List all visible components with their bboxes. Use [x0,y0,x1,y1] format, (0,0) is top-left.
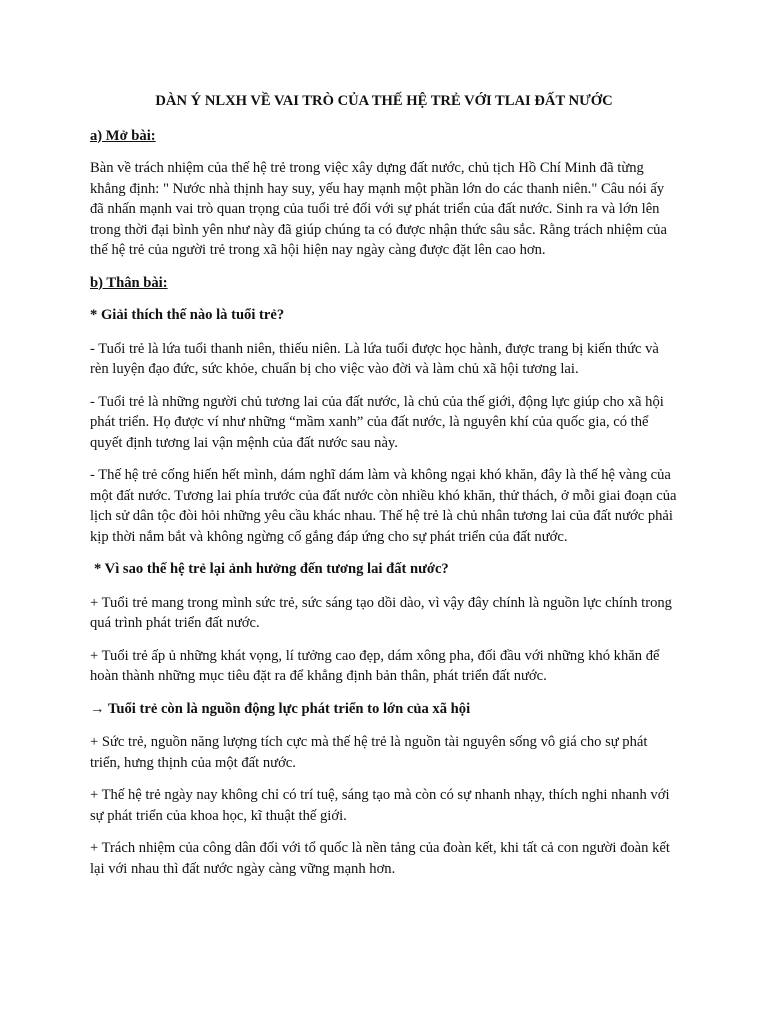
definition-item: - Tuổi trẻ là những người chủ tương lai của đất nước, là chủ của thế giới, động lực giúp cho xã hội phát triển. Họ được ví như những “mầm xanh” của đất nước, là nguyên khí của quốc gia, có thể quyết định tương lai vận mệnh của đất nước sau này. [90,393,664,451]
intro-paragraph: Bàn về trách nhiệm của thế hệ trẻ trong việc xây dựng đất nước, chủ tịch Hồ Chí Minh đã từng khẳng định: " Nước nhà thịnh hay suy, yếu hay mạnh một phần lớn do các thanh niên." Câu nói ấy đã nhấn mạnh vai trò quan trọng của tuổi trẻ đối với sự phát triển của đất nước. Sinh ra và lớn lên trong thời đại bình yên như này đã giúp chúng ta có được nhận thức sâu sắc. Rằng trách nhiệm của thế hệ trẻ của người trẻ trong xã hội hiện nay ngày càng được đặt lên cao hơn. [90,160,667,258]
reason-item: + Tuổi trẻ mang trong mình sức trẻ, sức sáng tạo dồi dào, vì vậy đây chính là nguồn lực chính trong quá trình phát triển đất nước. [90,594,672,631]
definition-item: - Tuổi trẻ là lứa tuổi thanh niên, thiếu niên. Là lứa tuổi được học hành, được trang bị kiến thức và rèn luyện đạo đức, sức khỏe, chuẩn bị cho việc vào đời và làm chủ xã hội tương lai. [90,340,659,377]
reason-item: + Tuổi trẻ ấp ủ những khát vọng, lí tưởng cao đẹp, dám xông pha, đối đầu với những khó khăn để hoàn thành những mục tiêu đặt ra để khẳng định bản thân, phát triển đất nước. [90,647,660,684]
motivation-item: + Trách nhiệm của công dân đối với tổ quốc là nền tảng của đoàn kết, khi tất cả con người đoàn kết lại với nhau thì đất nước ngày càng vững mạnh hơn. [90,840,670,877]
motivation-item: + Thế hệ trẻ ngày nay không chỉ có trí tuệ, sáng tạo mà còn có sự nhanh nhạy, thích nghi nhanh với sự phát triển của khoa học, kĩ thuật thế giới. [90,787,670,824]
subheading-reasons: * Vì sao thế hệ trẻ lại ảnh hưởng đến tương lai đất nước? [94,561,449,577]
document-page [90,91,678,891]
motivation-item: + Sức trẻ, nguồn năng lượng tích cực mà thế hệ trẻ là nguồn tài nguyên sống vô giá cho sự phát triển, hưng thịnh của một đất nước. [90,734,648,771]
document-title: DÀN Ý NLXH VỀ VAI TRÒ CỦA THẾ HỆ TRẺ VỚI TLAI ĐẤT NƯỚC [155,93,613,109]
subheading-definition: * Giải thích thế nào là tuổi trẻ? [90,307,285,323]
section-b-heading: b) Thân bài: [90,274,168,291]
subheading-motivation: → Tuổi trẻ còn là nguồn động lực phát triển to lớn của xã hội [90,700,471,717]
definition-item: - Thế hệ trẻ cống hiến hết mình, dám nghĩ dám làm và không ngại khó khăn, đây là thế hệ vàng của một đất nước. Tương lai phía trước của đất nước còn nhiều khó khăn, thử thách, ở mỗi giai đoạn của lịch sử dân tộc đòi hỏi những yêu cầu khác nhau. Thế hệ trẻ là chủ nhân tương lai của đất nước phải kịp thời nắm bắt và không ngừng cố gắng đáp ứng cho sự phát triển của đất nước. [90,467,677,545]
section-a-heading: a) Mở bài: [90,127,156,144]
